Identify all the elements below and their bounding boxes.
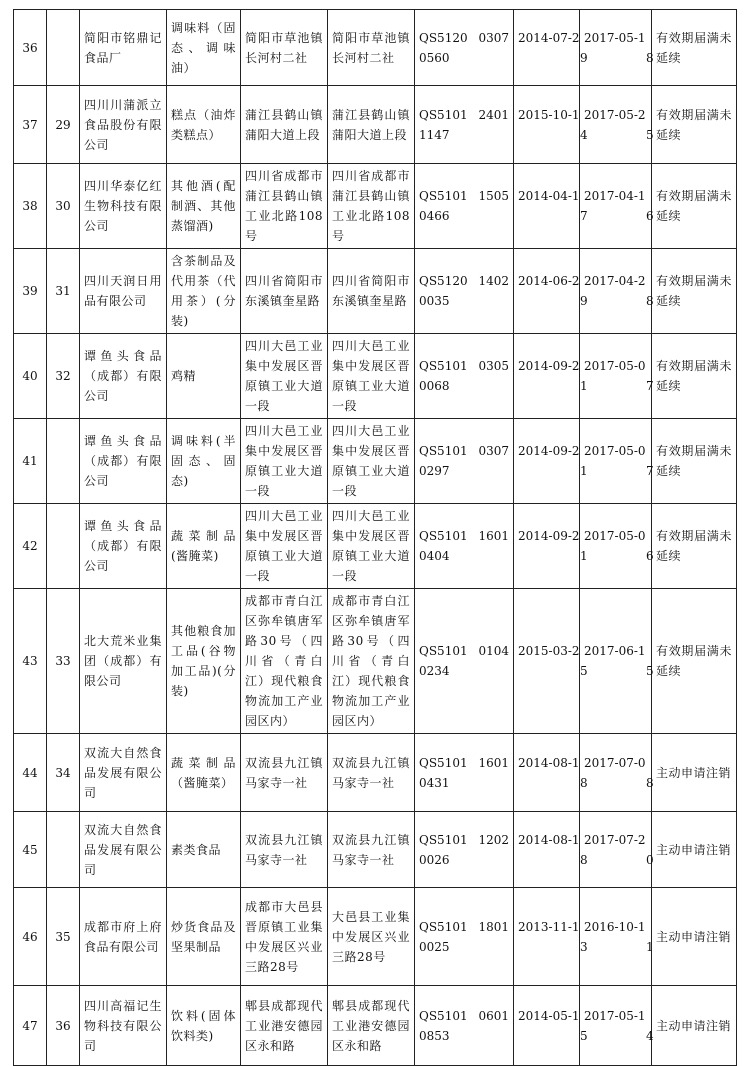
status-cell: 主动申请注销 bbox=[652, 812, 737, 888]
category-cell: 调味料（固态、调味油） bbox=[167, 10, 241, 86]
seq-cell: 45 bbox=[14, 812, 47, 888]
license-code-cell bbox=[415, 888, 514, 986]
expire-date-line1: 2017-05-1 bbox=[584, 1008, 646, 1023]
company-cell: 四川天润日用品有限公司 bbox=[80, 249, 167, 334]
code-part-a: QS5120 bbox=[419, 274, 468, 288]
expire-date-line1: 2017-05-1 bbox=[584, 30, 646, 45]
sub-seq-cell bbox=[47, 812, 80, 888]
status-cell: 有效期届满未延续 bbox=[652, 10, 737, 86]
expire-date-cell bbox=[580, 419, 652, 504]
issue-date-line1: 2014-08-1 bbox=[518, 755, 580, 770]
code-part-b: 1601 bbox=[478, 755, 509, 770]
sub-seq-cell: 33 bbox=[47, 589, 80, 734]
issue-date-cell bbox=[514, 10, 588, 86]
registered-address-cell: 四川大邑工业集中发展区晋原镇工业大道一段 bbox=[241, 504, 328, 589]
code-part-a: QS5101 bbox=[419, 755, 468, 770]
expire-date-line2: 6 bbox=[646, 209, 654, 223]
sub-seq-cell: 30 bbox=[47, 164, 80, 249]
issue-date-line2: 8 bbox=[580, 852, 588, 867]
code-part-a: QS5101 bbox=[419, 107, 468, 122]
issue-date-cell bbox=[514, 734, 588, 812]
company-cell: 双流大自然食品发展有限公司 bbox=[80, 812, 167, 888]
issue-date-line2: 3 bbox=[580, 939, 588, 954]
status-cell: 有效期届满未延续 bbox=[652, 504, 737, 589]
sub-seq-cell: 31 bbox=[47, 249, 80, 334]
expire-date-cell bbox=[580, 86, 652, 164]
registered-address-cell: 双流县九江镇马家寺一社 bbox=[241, 734, 328, 812]
production-address-cell: 简阳市草池镇长河村二社 bbox=[328, 10, 415, 86]
seq-cell: 39 bbox=[14, 249, 47, 334]
code-part-b: 1505 bbox=[478, 189, 509, 203]
seq-cell: 46 bbox=[14, 888, 47, 986]
expire-date-line1: 2017-05-0 bbox=[584, 359, 646, 373]
expire-date-line2: 7 bbox=[646, 379, 654, 393]
category-cell: 炒货食品及坚果制品 bbox=[167, 888, 241, 986]
issue-date-cell bbox=[514, 589, 588, 734]
sub-seq-cell bbox=[47, 10, 80, 86]
company-cell: 四川川蒲派立食品股份有限公司 bbox=[80, 86, 167, 164]
issue-date-line2: 7 bbox=[580, 209, 588, 223]
expire-date-line2: 1 bbox=[646, 939, 654, 954]
issue-date-cell bbox=[514, 504, 588, 589]
production-address-cell: 四川省简阳市东溪镇奎星路 bbox=[328, 249, 415, 334]
company-cell: 谭鱼头食品（成都）有限公司 bbox=[80, 334, 167, 419]
category-cell: 鸡精 bbox=[167, 334, 241, 419]
category-cell: 糕点（油炸类糕点） bbox=[167, 86, 241, 164]
issue-date-line1: 2014-04-1 bbox=[518, 189, 580, 203]
table-row bbox=[14, 86, 737, 164]
table-body bbox=[14, 10, 737, 1066]
company-cell: 谭鱼头食品（成都）有限公司 bbox=[80, 504, 167, 589]
category-cell: 素类食品 bbox=[167, 812, 241, 888]
table-row bbox=[14, 589, 737, 734]
code-part-a: QS5101 bbox=[419, 444, 468, 458]
issue-date-line2: 1 bbox=[580, 549, 588, 563]
license-code-cell bbox=[415, 419, 514, 504]
table-row bbox=[14, 888, 737, 986]
sub-seq-cell bbox=[47, 504, 80, 589]
registered-address-cell: 成都市大邑县晋原镇工业集中发展区兴业三路28号 bbox=[241, 888, 328, 986]
code-part-c: 0853 bbox=[419, 1028, 450, 1043]
code-part-c: 0466 bbox=[419, 209, 450, 223]
status-cell: 有效期届满未延续 bbox=[652, 334, 737, 419]
code-part-b: 0104 bbox=[478, 644, 509, 658]
code-part-c: 0234 bbox=[419, 664, 450, 678]
issue-date-cell bbox=[514, 888, 588, 986]
production-address-cell: 成都市青白江区弥牟镇唐军路30号（四川省（青白江）现代粮食物流加工产业园区内） bbox=[328, 589, 415, 734]
issue-date-line1: 2014-08-1 bbox=[518, 832, 580, 847]
company-cell: 简阳市铭鼎记食品厂 bbox=[80, 10, 167, 86]
seq-cell: 42 bbox=[14, 504, 47, 589]
sub-seq-cell: 29 bbox=[47, 86, 80, 164]
company-cell: 谭鱼头食品（成都）有限公司 bbox=[80, 419, 167, 504]
license-code-cell bbox=[415, 249, 514, 334]
registered-address-cell: 四川省成都市蒲江县鹤山镇工业北路108号 bbox=[241, 164, 328, 249]
category-cell: 调味料(半固态、固态) bbox=[167, 419, 241, 504]
code-part-c: 0404 bbox=[419, 549, 450, 563]
category-cell: 蔬菜制品(酱腌菜) bbox=[167, 504, 241, 589]
seq-cell: 40 bbox=[14, 334, 47, 419]
company-cell: 北大荒米业集团（成都）有限公司 bbox=[80, 589, 167, 734]
expire-date-line1: 2017-05-0 bbox=[584, 444, 646, 458]
registered-address-cell: 四川省简阳市东溪镇奎星路 bbox=[241, 249, 328, 334]
expire-date-line2: 5 bbox=[646, 664, 654, 678]
code-part-c: 0035 bbox=[419, 294, 450, 308]
code-part-a: QS5101 bbox=[419, 189, 468, 203]
table-row bbox=[14, 249, 737, 334]
category-cell: 其他粮食加工品(谷物加工品)(分装) bbox=[167, 589, 241, 734]
company-cell: 成都市府上府食品有限公司 bbox=[80, 888, 167, 986]
production-address-cell: 四川大邑工业集中发展区晋原镇工业大道一段 bbox=[328, 419, 415, 504]
sub-seq-cell: 32 bbox=[47, 334, 80, 419]
expire-date-line2: 5 bbox=[646, 127, 654, 142]
registered-address-cell: 四川大邑工业集中发展区晋原镇工业大道一段 bbox=[241, 419, 328, 504]
registered-address-cell: 双流县九江镇马家寺一社 bbox=[241, 812, 328, 888]
production-address-cell: 四川省成都市蒲江县鹤山镇工业北路108号 bbox=[328, 164, 415, 249]
code-part-c: 0560 bbox=[419, 50, 450, 65]
production-address-cell: 郫县成都现代工业港安德园区永和路 bbox=[328, 986, 415, 1066]
code-part-c: 0068 bbox=[419, 379, 450, 393]
expire-date-cell bbox=[580, 249, 652, 334]
code-part-b: 0601 bbox=[478, 1008, 509, 1023]
issue-date-line1: 2015-10-1 bbox=[518, 107, 580, 122]
code-part-c: 1147 bbox=[419, 127, 450, 142]
status-cell: 有效期届满未延续 bbox=[652, 164, 737, 249]
expire-date-cell bbox=[580, 10, 652, 86]
issue-date-cell bbox=[514, 249, 588, 334]
registered-address-cell: 成都市青白江区弥牟镇唐军路30号（四川省（青白江）现代粮食物流加工产业园区内） bbox=[241, 589, 328, 734]
production-address-cell: 大邑县工业集中发展区兴业三路28号 bbox=[328, 888, 415, 986]
table-row bbox=[14, 10, 737, 86]
expire-date-cell bbox=[580, 164, 652, 249]
status-cell: 主动申请注销 bbox=[652, 888, 737, 986]
company-cell: 双流大自然食品发展有限公司 bbox=[80, 734, 167, 812]
issue-date-cell bbox=[514, 86, 588, 164]
expire-date-line2: 7 bbox=[646, 464, 654, 478]
category-cell: 蔬菜制品（酱腌菜） bbox=[167, 734, 241, 812]
table-row bbox=[14, 334, 737, 419]
seq-cell: 38 bbox=[14, 164, 47, 249]
code-part-b: 0307 bbox=[478, 444, 509, 458]
license-code-cell bbox=[415, 812, 514, 888]
expire-date-cell bbox=[580, 334, 652, 419]
code-part-a: QS5101 bbox=[419, 529, 468, 543]
status-cell: 有效期届满未延续 bbox=[652, 589, 737, 734]
expire-date-cell bbox=[580, 504, 652, 589]
license-code-cell bbox=[415, 986, 514, 1066]
registered-address-cell: 四川大邑工业集中发展区晋原镇工业大道一段 bbox=[241, 334, 328, 419]
code-part-c: 0431 bbox=[419, 775, 450, 790]
code-part-b: 1202 bbox=[478, 832, 509, 847]
sub-seq-cell: 36 bbox=[47, 986, 80, 1066]
issue-date-line2: 9 bbox=[580, 50, 588, 65]
license-code-cell bbox=[415, 10, 514, 86]
production-address-cell: 四川大邑工业集中发展区晋原镇工业大道一段 bbox=[328, 504, 415, 589]
category-cell: 饮料(固体饮料类) bbox=[167, 986, 241, 1066]
table-row bbox=[14, 734, 737, 812]
category-cell: 其他酒(配制酒、其他蒸馏酒) bbox=[167, 164, 241, 249]
registered-address-cell: 简阳市草池镇长河村二社 bbox=[241, 10, 328, 86]
code-part-a: QS5101 bbox=[419, 919, 468, 934]
expire-date-cell bbox=[580, 986, 652, 1066]
expire-date-line2: 6 bbox=[646, 549, 654, 563]
code-part-a: QS5101 bbox=[419, 359, 468, 373]
license-code-cell bbox=[415, 589, 514, 734]
expire-date-line2: 8 bbox=[646, 294, 654, 308]
issue-date-cell bbox=[514, 334, 588, 419]
sub-seq-cell: 35 bbox=[47, 888, 80, 986]
expire-date-cell bbox=[580, 589, 652, 734]
expire-date-line1: 2017-07-0 bbox=[584, 755, 646, 770]
expire-date-line2: 0 bbox=[646, 852, 654, 867]
code-part-b: 1402 bbox=[478, 274, 509, 288]
code-part-a: QS5120 bbox=[419, 30, 468, 45]
status-cell: 主动申请注销 bbox=[652, 734, 737, 812]
expire-date-cell bbox=[580, 734, 652, 812]
issue-date-line1: 2015-03-2 bbox=[518, 644, 580, 658]
issue-date-line2: 1 bbox=[580, 464, 588, 478]
license-code-cell bbox=[415, 334, 514, 419]
category-cell: 含茶制品及代用茶（代用茶）(分装) bbox=[167, 249, 241, 334]
seq-cell: 41 bbox=[14, 419, 47, 504]
expire-date-line1: 2017-05-0 bbox=[584, 529, 646, 543]
status-cell: 主动申请注销 bbox=[652, 986, 737, 1066]
expire-date-line2: 8 bbox=[646, 50, 654, 65]
issue-date-line2: 4 bbox=[580, 127, 588, 142]
seq-cell: 43 bbox=[14, 589, 47, 734]
code-part-c: 0025 bbox=[419, 939, 450, 954]
code-part-b: 1801 bbox=[478, 919, 509, 934]
table-row bbox=[14, 986, 737, 1066]
sub-seq-cell: 34 bbox=[47, 734, 80, 812]
issue-date-line2: 5 bbox=[580, 1028, 588, 1043]
issue-date-line1: 2014-06-2 bbox=[518, 274, 580, 288]
production-address-cell: 四川大邑工业集中发展区晋原镇工业大道一段 bbox=[328, 334, 415, 419]
seq-cell: 47 bbox=[14, 986, 47, 1066]
issue-date-line1: 2014-09-2 bbox=[518, 444, 580, 458]
code-part-b: 1601 bbox=[478, 529, 509, 543]
company-cell: 四川高福记生物科技有限公司 bbox=[80, 986, 167, 1066]
expire-date-cell bbox=[580, 888, 652, 986]
license-code-cell bbox=[415, 504, 514, 589]
issue-date-line1: 2014-07-2 bbox=[518, 30, 580, 45]
expire-date-cell bbox=[580, 812, 652, 888]
expire-date-line1: 2017-05-2 bbox=[584, 107, 646, 122]
issue-date-line1: 2014-05-1 bbox=[518, 1008, 580, 1023]
expire-date-line2: 4 bbox=[646, 1028, 654, 1043]
code-part-a: QS5101 bbox=[419, 644, 468, 658]
issue-date-line1: 2013-11-1 bbox=[518, 919, 580, 934]
code-part-c: 0297 bbox=[419, 464, 450, 478]
status-cell: 有效期届满未延续 bbox=[652, 249, 737, 334]
issue-date-line2: 1 bbox=[580, 379, 588, 393]
code-part-b: 0307 bbox=[478, 30, 509, 45]
seq-cell: 37 bbox=[14, 86, 47, 164]
company-cell: 四川华泰亿红生物科技有限公司 bbox=[80, 164, 167, 249]
expire-date-line1: 2017-04-1 bbox=[584, 189, 646, 203]
production-address-cell: 双流县九江镇马家寺一社 bbox=[328, 812, 415, 888]
license-code-cell bbox=[415, 734, 514, 812]
seq-cell: 36 bbox=[14, 10, 47, 86]
production-address-cell: 蒲江县鹤山镇蒲阳大道上段 bbox=[328, 86, 415, 164]
expire-date-line1: 2017-04-2 bbox=[584, 274, 646, 288]
issue-date-line2: 9 bbox=[580, 294, 588, 308]
issue-date-line2: 5 bbox=[580, 664, 588, 678]
code-part-a: QS5101 bbox=[419, 832, 468, 847]
production-address-cell: 双流县九江镇马家寺一社 bbox=[328, 734, 415, 812]
issue-date-cell bbox=[514, 419, 588, 504]
table-row bbox=[14, 164, 737, 249]
code-part-b: 0305 bbox=[478, 359, 509, 373]
status-cell: 有效期届满未延续 bbox=[652, 419, 737, 504]
issue-date-line1: 2014-09-2 bbox=[518, 529, 580, 543]
code-part-c: 0026 bbox=[419, 852, 450, 867]
table-row bbox=[14, 812, 737, 888]
expire-date-line1: 2017-06-1 bbox=[584, 644, 646, 658]
expire-date-line1: 2016-10-1 bbox=[584, 919, 646, 934]
registered-address-cell: 蒲江县鹤山镇蒲阳大道上段 bbox=[241, 86, 328, 164]
issue-date-cell bbox=[514, 986, 588, 1066]
code-part-b: 2401 bbox=[478, 107, 509, 122]
status-cell: 有效期届满未延续 bbox=[652, 86, 737, 164]
expire-date-line1: 2017-07-2 bbox=[584, 832, 646, 847]
registered-address-cell: 郫县成都现代工业港安德园区永和路 bbox=[241, 986, 328, 1066]
table-row bbox=[14, 504, 737, 589]
sub-seq-cell bbox=[47, 419, 80, 504]
issue-date-line1: 2014-09-2 bbox=[518, 359, 580, 373]
issue-date-cell bbox=[514, 164, 588, 249]
expire-date-line2: 8 bbox=[646, 775, 654, 790]
table-row bbox=[14, 419, 737, 504]
license-code-cell bbox=[415, 164, 514, 249]
license-code-cell bbox=[415, 86, 514, 164]
seq-cell: 44 bbox=[14, 734, 47, 812]
issue-date-line2: 8 bbox=[580, 775, 588, 790]
code-part-a: QS5101 bbox=[419, 1008, 468, 1023]
issue-date-cell bbox=[514, 812, 588, 888]
license-table bbox=[13, 9, 737, 1066]
